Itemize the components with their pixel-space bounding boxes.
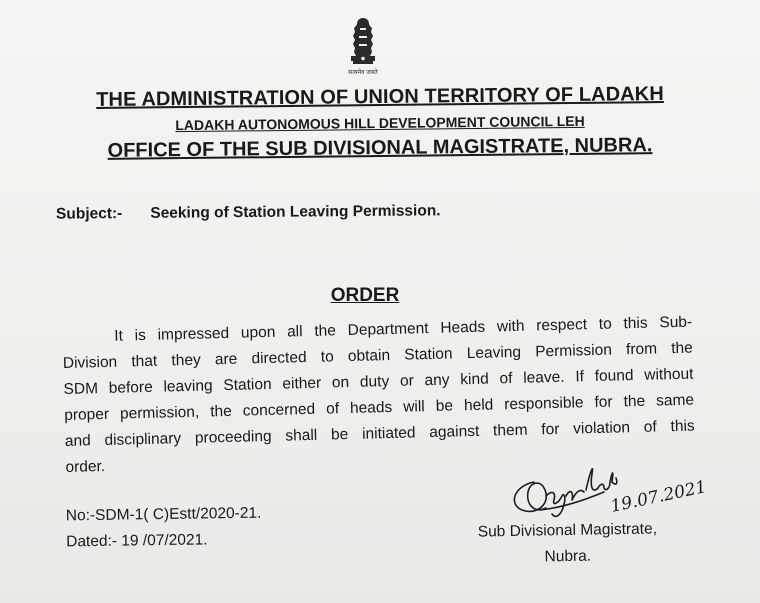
signatory-designation: Sub Divisional Magistrate, [477,520,658,541]
reference-number: No:-SDM-1( C)Estt/2020-21. [65,504,262,525]
header-administration: THE ADMINISTRATION OF UNION TERRITORY OF LADAKH [96,83,664,111]
reference-date: Dated:- 19 /07/2021. [66,531,208,551]
order-line-3: SDM before leaving Station either on duty or any kind of leave. If found without [63,365,694,398]
order-line-4: proper permission, the concerned of heads will be held responsible for the same [64,391,695,424]
header-office: OFFICE OF THE SUB DIVISIONAL MAGISTRATE, NUBRA. [107,134,653,162]
order-line-2: Division that they are directed to obtain Station Leaving Permission from the [62,339,693,372]
subject-text: Seeking of Station Leaving Permission. [150,202,441,222]
signatory-block [478,516,658,571]
national-emblem-icon [343,14,383,80]
order-line-6: order. [65,457,106,476]
subject-line [56,202,441,223]
header-council: LADAKH AUTONOMOUS HILL DEVELOPMENT COUNCIL LEH [175,112,585,134]
reference-block [66,501,262,556]
order-line-5: and disciplinary proceeding shall be initiated against them for violation of this [64,417,695,450]
emblem-motto: सत्यमेव जयते [348,69,378,76]
subject-label: Subject:- [55,205,123,223]
signature-date: 19.07.2021 [608,477,709,517]
signatory-place: Nubra. [544,547,592,566]
order-title: ORDER [330,285,400,306]
order-line-1: It is impressed upon all the Department Heads with respect to this Sub- [114,313,693,345]
